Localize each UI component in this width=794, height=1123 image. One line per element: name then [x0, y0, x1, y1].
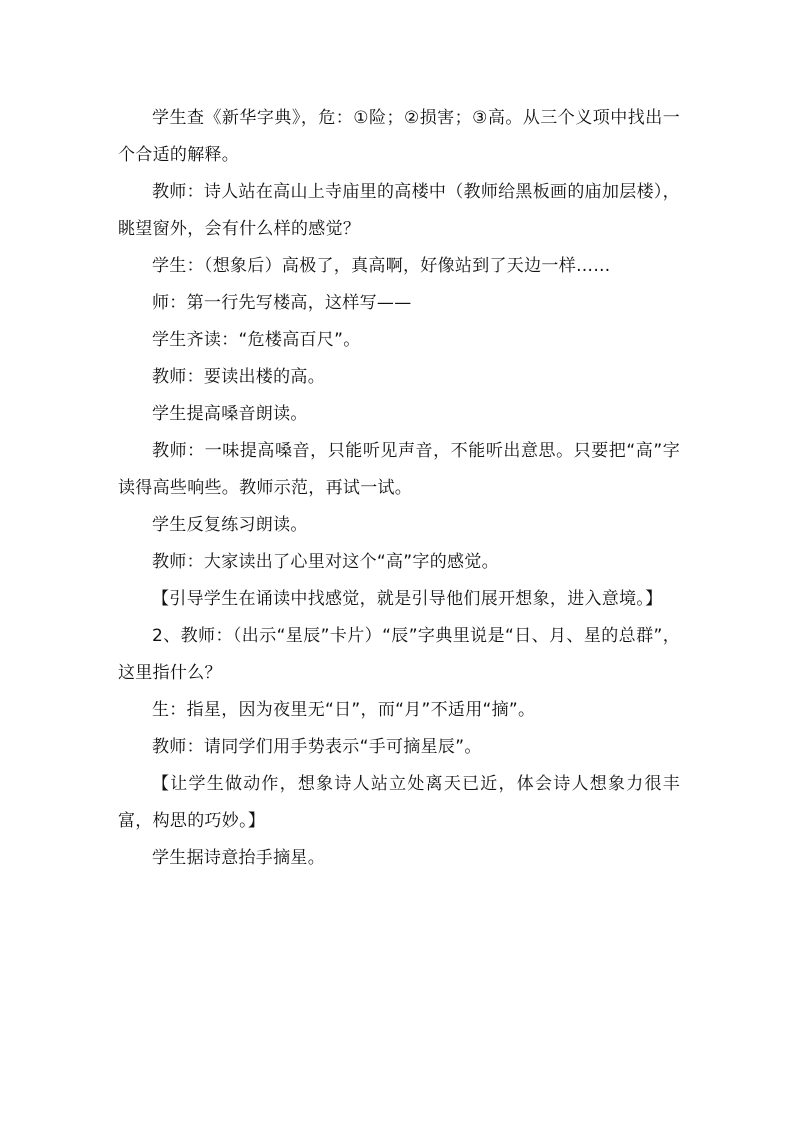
document-body	[118, 100, 680, 877]
paragraph-13: 生：指星，因为夜里无“日”，而“月”不适用“摘”。	[152, 700, 536, 720]
paragraph-7: 学生提高嗓音朗读。	[152, 404, 308, 424]
paragraph-15: 【让学生做动作，想象诗人站立处离天已近，体会诗人想象力很丰富，构思的巧妙。】	[118, 774, 680, 831]
paragraph-10: 教师：大家读出了心里对这个“高”字的感觉。	[152, 552, 499, 572]
paragraph-12: 2、教师：（出示“星辰”卡片）“辰”字典里说是“日、月、星的总群”，这里指什么？	[118, 626, 680, 683]
paragraph-1: 学生查《新华字典》，危：①险；②损害；③高。从三个义项中找出一个合适的解释。	[118, 108, 680, 165]
paragraph-2: 教师：诗人站在高山上寺庙里的高楼中（教师给黑板画的庙加层楼），眺望窗外，会有什么样的感觉？	[118, 182, 680, 239]
paragraph-11: 【引导学生在诵读中找感觉，就是引导他们展开想象，进入意境。】	[152, 589, 663, 609]
paragraph-9: 学生反复练习朗读。	[152, 515, 308, 535]
paragraph-5: 学生齐读：“危楼高百尺”。	[152, 330, 361, 350]
paragraph-8: 教师：一味提高嗓音，只能听见声音，不能听出意思。只要把“高”字读得高些响些。教师示范，再试一试。	[118, 441, 680, 498]
paragraph-6: 教师：要读出楼的高。	[152, 367, 325, 387]
paragraph-4: 师：第一行先写楼高，这样写——	[152, 293, 412, 313]
paragraph-16: 学生据诗意抬手摘星。	[152, 848, 325, 868]
paragraph-3: 学生：（想象后）高极了，真高啊，好像站到了天边一样……	[152, 256, 611, 276]
paragraph-14: 教师：请同学们用手势表示“手可摘星辰”。	[152, 737, 482, 757]
